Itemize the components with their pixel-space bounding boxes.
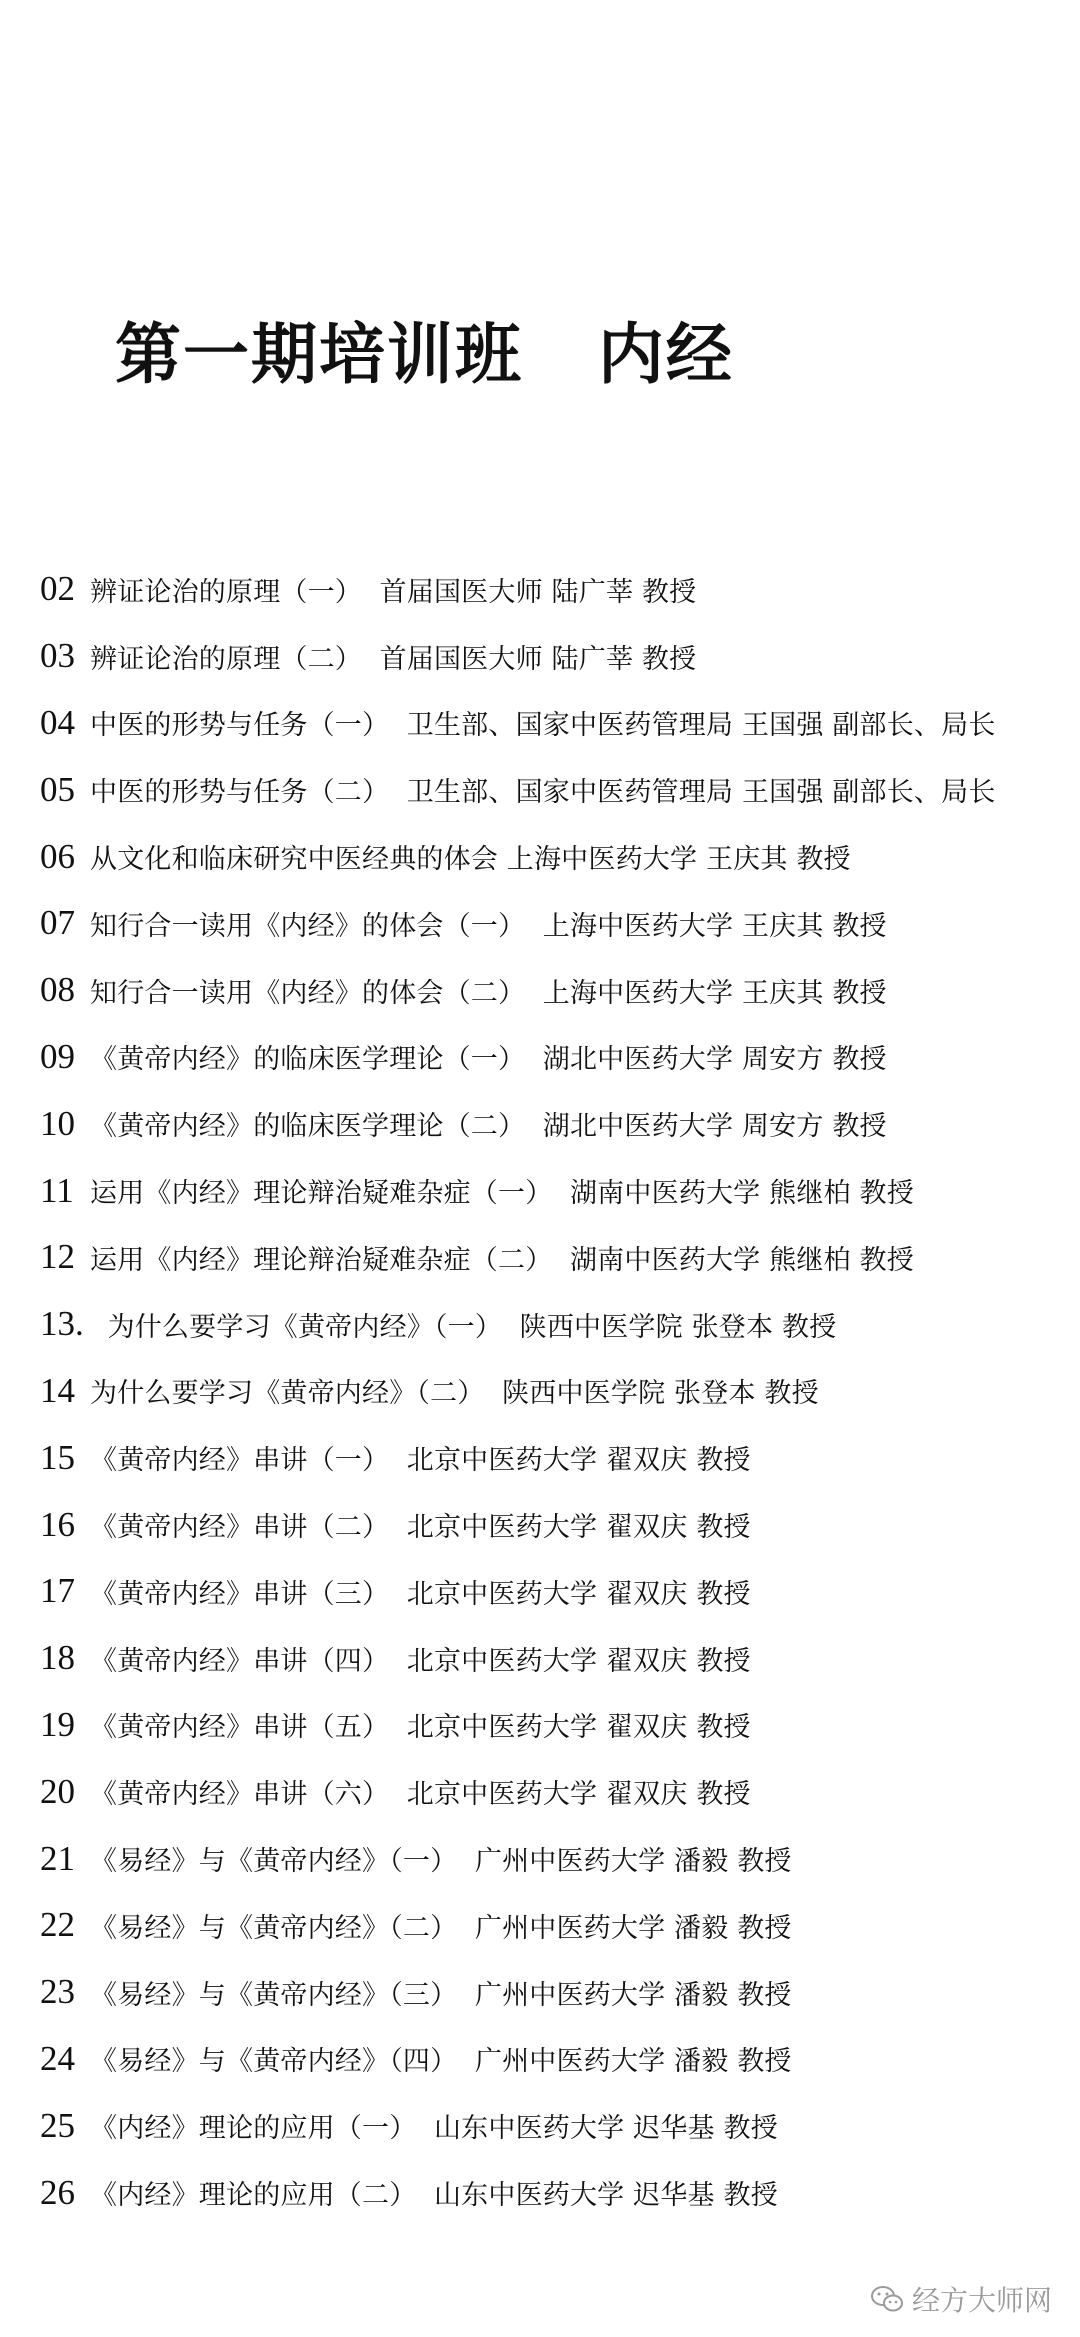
item-text: 《易经》与《黄帝内经》（二） 广州中医药大学 潘毅 教授: [90, 1912, 792, 1944]
item-text: 《黄帝内经》串讲（五） 北京中医药大学 翟双庆 教授: [90, 1712, 751, 1744]
list-item: [40, 1024, 996, 1091]
list-item: [40, 1224, 996, 1291]
list-item: [40, 823, 996, 890]
item-text: 知行合一读用《内经》的体会（二） 上海中医药大学 王庆其 教授: [90, 977, 887, 1009]
list-item: [40, 690, 996, 757]
item-number: 21: [40, 1838, 75, 1878]
item-number: 12: [40, 1237, 75, 1277]
list-item: [40, 1558, 996, 1625]
list-item: [40, 1625, 996, 1692]
watermark-text: 经方大师网: [911, 2284, 1052, 2317]
item-number: 18: [40, 1638, 75, 1678]
wechat-icon: [870, 2284, 904, 2314]
item-number: 02: [40, 569, 75, 609]
item-number: 22: [40, 1905, 75, 1945]
item-number: 14: [40, 1370, 75, 1410]
item-number: 16: [40, 1504, 75, 1544]
item-number: 19: [40, 1704, 75, 1744]
item-text: 为什么要学习《黄帝内经》（二） 陕西中医学院 张登本 教授: [90, 1378, 819, 1410]
list-item: [40, 2159, 996, 2226]
item-text: 《内经》理论的应用（二） 山东中医药大学 迟华基 教授: [90, 2180, 778, 2212]
item-number: 25: [40, 2105, 75, 2145]
list-item: [40, 2092, 996, 2159]
list-item: [40, 890, 996, 957]
list-item: [40, 1692, 996, 1759]
item-number: 03: [40, 636, 75, 676]
list-item: [40, 1157, 996, 1224]
list-item: [40, 1758, 996, 1825]
list-item: [40, 1291, 996, 1358]
item-text: 《黄帝内经》串讲（六） 北京中医药大学 翟双庆 教授: [90, 1779, 751, 1811]
list-item: [40, 1825, 996, 1892]
item-text: 辨证论治的原理（二） 首届国医大师 陆广莘 教授: [90, 643, 697, 675]
item-text: 《黄帝内经》的临床医学理论（一） 湖北中医药大学 周安方 教授: [90, 1044, 887, 1076]
item-number: 06: [40, 836, 75, 876]
item-text: 中医的形势与任务（一） 卫生部、国家中医药管理局 王国强 副部长、局长: [90, 710, 996, 742]
item-number: 24: [40, 2038, 75, 2078]
list-item: [40, 1090, 996, 1157]
item-number: 17: [40, 1571, 75, 1611]
list-item: [40, 1491, 996, 1558]
item-number: 08: [40, 970, 75, 1010]
item-text: 《黄帝内经》串讲（二） 北京中医药大学 翟双庆 教授: [90, 1512, 751, 1544]
item-number: 23: [40, 1972, 75, 2012]
item-text: 辨证论治的原理（一） 首届国医大师 陆广莘 教授: [90, 576, 697, 608]
item-text: 中医的形势与任务（二） 卫生部、国家中医药管理局 王国强 副部长、局长: [90, 777, 996, 809]
list-item: [40, 756, 996, 823]
item-text: 《易经》与《黄帝内经》（三） 广州中医药大学 潘毅 教授: [90, 1979, 792, 2011]
item-number: 15: [40, 1437, 75, 1477]
item-number: 13.: [40, 1304, 84, 1344]
list-item: [40, 1959, 996, 2026]
item-number: 11: [40, 1170, 74, 1210]
item-text: 为什么要学习《黄帝内经》（一） 陕西中医学院 张登本 教授: [90, 1311, 837, 1343]
list-item: [40, 556, 996, 623]
list-item: [40, 1358, 996, 1425]
item-text: 《黄帝内经》的临床医学理论（二） 湖北中医药大学 周安方 教授: [90, 1111, 887, 1143]
item-text: 运用《内经》理论辩治疑难杂症（二） 湖南中医药大学 熊继柏 教授: [90, 1244, 914, 1276]
item-text: 《易经》与《黄帝内经》（一） 广州中医药大学 潘毅 教授: [90, 1846, 792, 1878]
item-text: 从文化和临床研究中医经典的体会 上海中医药大学 王庆其 教授: [90, 844, 851, 876]
item-text: 《内经》理论的应用（一） 山东中医药大学 迟华基 教授: [90, 2113, 778, 2145]
list-item: [40, 2026, 996, 2093]
item-text: 知行合一读用《内经》的体会（一） 上海中医药大学 王庆其 教授: [90, 910, 887, 942]
item-text: 运用《内经》理论辩治疑难杂症（一） 湖南中医药大学 熊继柏 教授: [90, 1178, 914, 1210]
watermark: [870, 2279, 1052, 2319]
list-item: [40, 1892, 996, 1959]
item-text: 《黄帝内经》串讲（四） 北京中医药大学 翟双庆 教授: [90, 1645, 751, 1677]
list-item: [40, 957, 996, 1024]
item-text: 《黄帝内经》串讲（一） 北京中医药大学 翟双庆 教授: [90, 1445, 751, 1477]
course-list: [40, 556, 996, 2226]
page-title: 第一期培训班 内经: [115, 316, 734, 393]
list-item: [40, 1424, 996, 1491]
item-number: 05: [40, 769, 75, 809]
item-number: 20: [40, 1771, 75, 1811]
list-item: [40, 623, 996, 690]
item-number: 07: [40, 903, 75, 943]
item-text: 《黄帝内经》串讲（三） 北京中医药大学 翟双庆 教授: [90, 1578, 751, 1610]
item-number: 10: [40, 1103, 75, 1143]
item-text: 《易经》与《黄帝内经》（四） 广州中医药大学 潘毅 教授: [90, 2046, 792, 2078]
item-number: 04: [40, 702, 75, 742]
item-number: 26: [40, 2172, 75, 2212]
item-number: 09: [40, 1036, 75, 1076]
